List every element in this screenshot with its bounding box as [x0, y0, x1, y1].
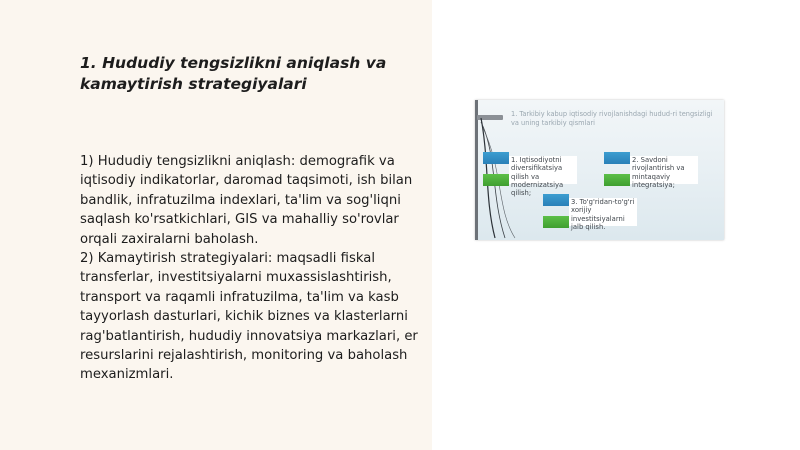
card-3-label: 3. To'g'ridan-to'g'ri xorijiy investitsiyalarni jalb qilish.	[571, 198, 635, 231]
slide-title: 1. Hududiy tengsizlikni aniqlash va kamaytirish strategiyalari	[80, 54, 387, 93]
slide-thumbnail	[475, 100, 724, 240]
body-paragraph-2: 2) Kamaytirish strategiyalari: maqsadli fiskal transferlar, investitsiyalarni muxassislashtirish, transport va raqamli infratuzilma, ta'lim va kasb tayyorlash dasturlari, kichik biznes va klasterlarni rag'batlantirish, hududiy innovatsiya markazlari, er resurslarini rejalashtirish, monitoring va baholash mexanizmlari.	[80, 251, 418, 383]
card-1-label: 1. Iqtisodiyotni diversifikatsiya qilish va modernizatsiya qilish;	[511, 156, 564, 198]
card-2-label: 2. Savdoni rivojlantirish va mintaqaviy integratsiya;	[632, 156, 685, 189]
card-1-bottom-block	[483, 174, 509, 186]
thumbnail-card-2	[604, 152, 684, 188]
thumbnail-header: 1. Tarkibiy kabup iqtisodiy rivojlanishdagi hudud-ri tengsizligi va uning tarkibiy qismlari	[511, 110, 713, 127]
card-2-top-block	[604, 152, 630, 164]
card-2-bottom-block	[604, 174, 630, 186]
slide-body	[80, 152, 425, 385]
card-1-top-block	[483, 152, 509, 164]
thumbnail-card-3	[543, 194, 635, 231]
body-paragraph-1: 1) Hududiy tengsizlikni aniqlash: demografik va iqtisodiy indikatorlar, daromad taqsimoti, ish bilan bandlik, infratuzilma indexlari, ta'lim va sog'liqni saqlash ko'rsatkichlari, GIS va mahalliy so'rovlar orqali zaxiralarni baholash.	[80, 154, 413, 247]
card-3-bottom-block	[543, 216, 569, 228]
thumbnail-card-1	[483, 152, 564, 198]
card-3-top-block	[543, 194, 569, 206]
